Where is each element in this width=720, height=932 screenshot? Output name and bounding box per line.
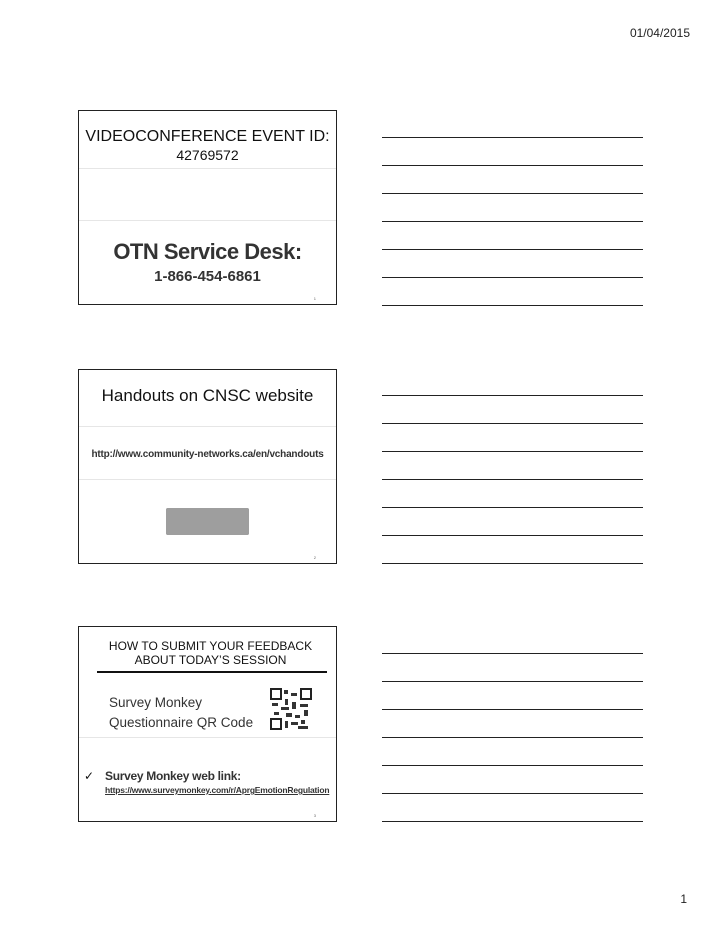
qr-code-icon[interactable] <box>270 688 312 730</box>
print-date: 01/04/2015 <box>629 26 690 40</box>
slide-handouts <box>78 369 337 564</box>
slide-videoconference <box>78 110 337 305</box>
heading-underline <box>97 671 327 673</box>
web-link-label: Survey Monkey web link: <box>105 769 241 783</box>
slide-number: 1 <box>313 296 316 301</box>
logo-tagline <box>166 508 249 535</box>
divider <box>79 168 336 169</box>
qr-label-line: Survey Monkey <box>109 695 203 710</box>
service-desk-title: OTN Service Desk: <box>113 239 302 264</box>
slide-heading-line: ABOUT TODAY’S SESSION <box>134 653 287 667</box>
qr-label <box>109 693 253 733</box>
slide-number: 2 <box>313 555 316 560</box>
divider <box>79 479 336 480</box>
page-number: 1 <box>680 892 687 906</box>
handouts-url[interactable]: http://www.community-networks.ca/en/vchandouts <box>91 449 324 460</box>
slide-title: Handouts on CNSC website <box>101 386 314 405</box>
slide-title: VIDEOCONFERENCE EVENT ID: <box>85 128 330 145</box>
checkmark-icon: ✓ <box>84 769 95 783</box>
slide-heading <box>97 639 324 667</box>
survey-link[interactable]: https://www.surveymonkey.com/r/AprgEmotionRegulation <box>105 785 330 795</box>
slide-feedback <box>78 626 337 822</box>
service-desk-phone: 1-866-454-6861 <box>154 268 261 285</box>
slide-heading-line: HOW TO SUBMIT YOUR FEEDBACK <box>108 639 313 653</box>
divider <box>79 220 336 221</box>
divider <box>79 426 336 427</box>
qr-label-line: Questionnaire QR Code <box>109 715 254 730</box>
event-id: 42769572 <box>176 147 239 163</box>
slide-number: 3 <box>313 813 316 818</box>
divider <box>79 737 336 738</box>
